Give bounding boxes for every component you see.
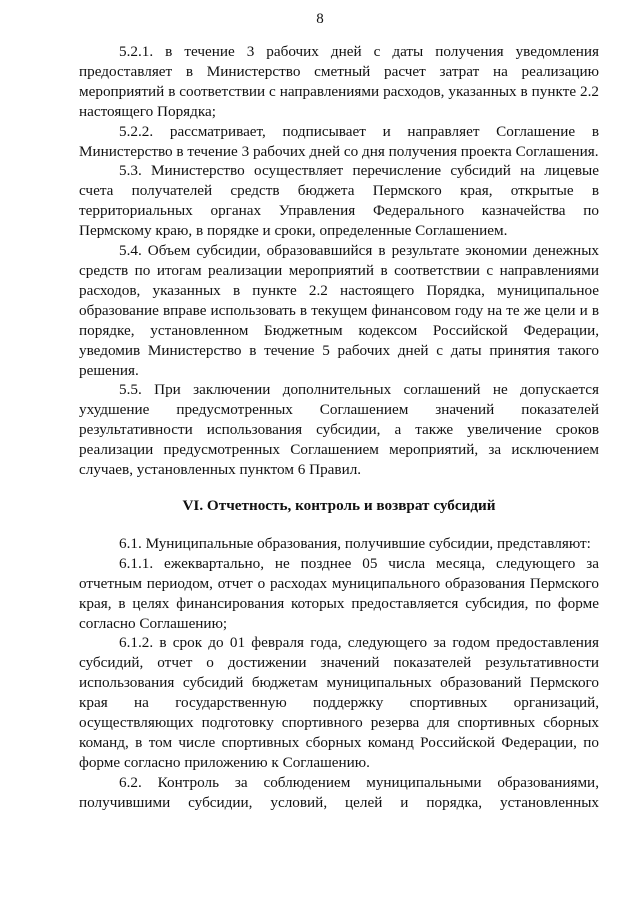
document-body bbox=[79, 42, 599, 813]
paragraph-5-3: 5.3. Министерство осуществляет перечисление субсидий на лицевые счета получателей средств бюджета Пермского края, открытые в территориальных органах Управления Федерального казначейства по Пермскому краю, в порядке и сроки, определенные Соглашением. bbox=[79, 162, 599, 240]
section-heading: VI. Отчетность, контроль и возврат субсидий bbox=[182, 496, 496, 514]
paragraph-6-1-2: 6.1.2. в срок до 01 февраля года, следующего за годом предоставления субсидий, отчет о достижении значений показателей результативности использования субсидий бюджетам муниципальных образований Пермского края на государственную поддержку спортивных организаций, осуществляющих подготовку спортивного резерва для спортивных сборных команд, в том числе спортивных сборных команд Российской Федерации, по форме согласно приложению к Соглашению. bbox=[79, 634, 599, 771]
paragraph-6-1: 6.1. Муниципальные образования, получившие субсидии, представляют: bbox=[119, 534, 591, 552]
paragraph-5-4: 5.4. Объем субсидии, образовавшийся в результате экономии денежных средств по итогам реализации мероприятий в соответствии с направлениями расходов, указанных в пункте 2.2 настоящего Порядка, муниципальное образование вправе использовать в текущем финансовом году на те же цели и в порядке, установленном Бюджетным кодексом Российской Федерации, уведомив Министерство в течение 5 рабочих дней с даты принятия такого решения. bbox=[79, 242, 599, 379]
paragraph-6-2: 6.2. Контроль за соблюдением муниципальными образованиями, получившими субсидии, условий, целей и порядка, установленных bbox=[79, 773, 599, 811]
paragraph-6-1-1: 6.1.1. ежеквартально, не позднее 05 числа месяца, следующего за отчетным периодом, отчет о расходах муниципального образования Пермского края, в целях финансирования которых предоставляется субсидия, по форме согласно Соглашению; bbox=[79, 554, 599, 632]
page-number: 8 bbox=[316, 11, 324, 27]
paragraph-5-2-2: 5.2.2. рассматривает, подписывает и направляет Соглашение в Министерство в течение 3 рабочих дней со дня получения проекта Соглашения. bbox=[79, 122, 599, 160]
paragraph-5-5: 5.5. При заключении дополнительных соглашений не допускается ухудшение предусмотренных Соглашением значений показателей результативности использования субсидии, а также увеличение сроков реализации предусмотренных Соглашением мероприятий, за исключением случаев, установленных пунктом 6 Правил. bbox=[79, 381, 599, 479]
paragraph-5-2-1: 5.2.1. в течение 3 рабочих дней с даты получения уведомления предоставляет в Министерство сметный расчет затрат на реализацию мероприятий в соответствии с направлениями расходов, указанных в пункте 2.2 настоящего Порядка; bbox=[79, 43, 599, 120]
